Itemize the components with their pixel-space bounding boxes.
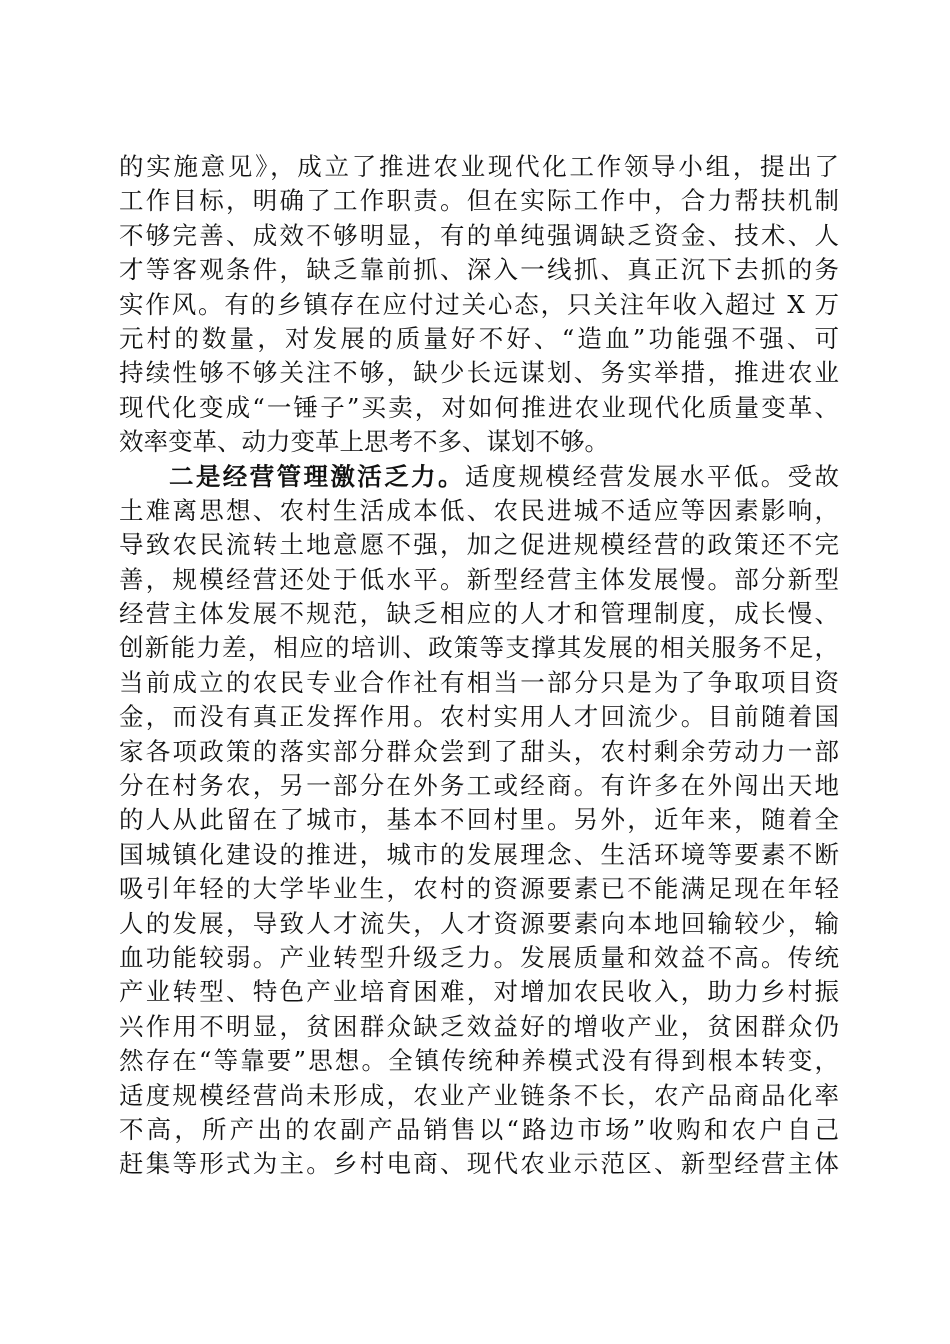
paragraph-line: 不高，所产出的农副产品销售以“路边市场”收购和农户自己 bbox=[119, 1114, 839, 1144]
section-heading: 二是经营管理激活乏力。 bbox=[169, 461, 465, 491]
paragraph-line: 实作风。有的乡镇存在应付过关心态，只关注年收入超过 X 万 bbox=[119, 289, 839, 319]
paragraph-line: 导致农民流转土地意愿不强，加之促进规模经营的政策还不完 bbox=[119, 530, 839, 560]
paragraph-line: 的人从此留在了城市，基本不回村里。另外，近年来，随着全 bbox=[119, 805, 839, 835]
paragraph-line: 金，而没有真正发挥作用。农村实用人才回流少。目前随着国 bbox=[119, 702, 839, 732]
document-body bbox=[119, 150, 839, 1182]
paragraph-line: 适度规模经营尚未形成，农业产业链条不长，农产品商品化率 bbox=[119, 1080, 839, 1110]
paragraph-line: 创新能力差，相应的培训、政策等支撑其发展的相关服务不足， bbox=[119, 633, 839, 663]
paragraph-line: 人的发展，导致人才流失，人才资源要素向本地回输较少，输 bbox=[119, 908, 839, 938]
paragraph-line: 效率变革、动力变革上思考不多、谋划不够。 bbox=[119, 427, 609, 457]
paragraph-line: 兴作用不明显，贫困群众缺乏效益好的增收产业，贫困群众仍 bbox=[119, 1011, 839, 1041]
paragraph-2 bbox=[119, 460, 839, 1182]
paragraph-line: 善，规模经营还处于低水平。新型经营主体发展慢。部分新型 bbox=[119, 564, 839, 594]
paragraph-line: 现代化变成“一锤子”买卖，对如何推进农业现代化质量变革、 bbox=[119, 392, 839, 422]
paragraph-line: 当前成立的农民专业合作社有相当一部分只是为了争取项目资 bbox=[119, 667, 839, 697]
paragraph-first-line bbox=[119, 460, 839, 494]
paragraph-1 bbox=[119, 150, 839, 460]
paragraph-line: 元村的数量，对发展的质量好不好、“造血”功能强不强、可 bbox=[119, 323, 839, 353]
paragraph-line: 土难离思想、农村生活成本低、农民进城不适应等因素影响， bbox=[119, 495, 839, 525]
paragraph-line: 吸引年轻的大学毕业生，农村的资源要素已不能满足现在年轻 bbox=[119, 874, 839, 904]
paragraph-line: 才等客观条件，缺乏靠前抓、深入一线抓、真正沉下去抓的务 bbox=[119, 255, 839, 285]
paragraph-line: 产业转型、特色产业培育困难，对增加农民收入，助力乡村振 bbox=[119, 977, 839, 1007]
paragraph-line: 不够完善、成效不够明显，有的单纯强调缺乏资金、技术、人 bbox=[119, 220, 839, 250]
paragraph-line: 国城镇化建设的推进，城市的发展理念、生活环境等要素不断 bbox=[119, 839, 839, 869]
paragraph-line: 分在村务农，另一部分在外务工或经商。有许多在外闯出天地 bbox=[119, 771, 839, 801]
paragraph-line: 赶集等形式为主。乡村电商、现代农业示范区、新型经营主体 bbox=[119, 1149, 839, 1179]
paragraph-line: 持续性够不够关注不够，缺少长远谋划、务实举措，推进农业 bbox=[119, 358, 839, 388]
paragraph-line: 经营主体发展不规范，缺乏相应的人才和管理制度，成长慢、 bbox=[119, 599, 839, 629]
paragraph-line: 工作目标，明确了工作职责。但在实际工作中，合力帮扶机制 bbox=[119, 186, 839, 216]
paragraph-line: 血功能较弱。产业转型升级乏力。发展质量和效益不高。传统 bbox=[119, 942, 839, 972]
paragraph-line: 然存在“等靠要”思想。全镇传统种养模式没有得到根本转变， bbox=[119, 1046, 839, 1076]
paragraph-line: 家各项政策的落实部分群众尝到了甜头，农村剩余劳动力一部 bbox=[119, 736, 839, 766]
paragraph-line: 的实施意见》，成立了推进农业现代化工作领导小组，提出了 bbox=[119, 152, 839, 181]
paragraph-first-line-text: 适度规模经营发展水平低。受故 bbox=[464, 461, 840, 491]
